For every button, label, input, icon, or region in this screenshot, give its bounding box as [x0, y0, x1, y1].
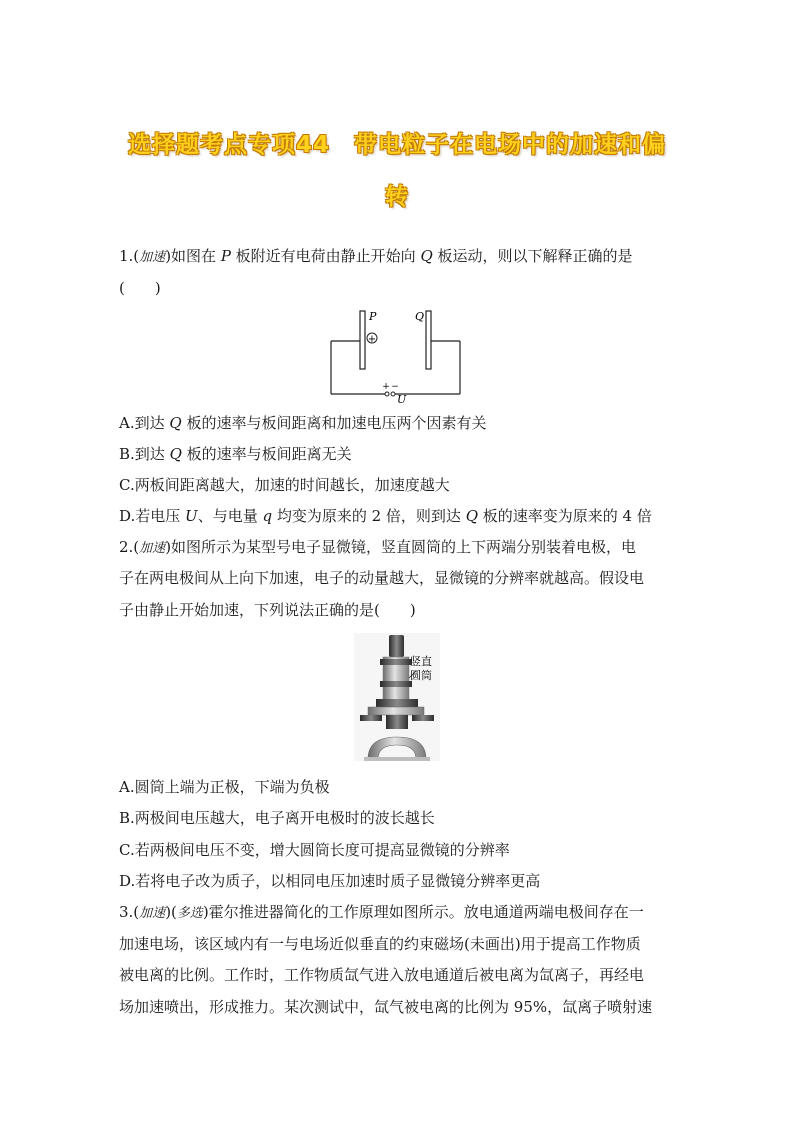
label-p: P — [369, 310, 377, 323]
title-line-1: 选择题考点专项44 带电粒子在电场中的加速和偏 — [127, 132, 666, 158]
q3-stem-line-3: 被电离的比例。工作时，工作物质氙气进入放电通道后被电离为氙离子，再经电 — [119, 966, 645, 984]
q3-tag-2: 多选 — [176, 906, 203, 921]
charge-sign: + — [367, 334, 377, 345]
eyepiece — [389, 635, 404, 657]
q2-option-a: A.圆筒上端为正极，下端为负极 — [119, 778, 330, 796]
terminal-left — [385, 392, 389, 396]
q2-option-c: C.若两极间电压不变，增大圆筒长度可提高显微镜的分辨率 — [119, 841, 510, 859]
terminal-plus: + — [382, 382, 390, 392]
q2-stem-line-3: 子由静止开始加速，下列说法正确的是( ) — [119, 601, 416, 619]
label-vertical-tube-line-2: 圆筒 — [410, 669, 432, 682]
q2-microscope-figure — [354, 633, 440, 761]
plate-p — [360, 311, 365, 369]
q1-tag: 加速 — [139, 250, 166, 265]
q1-option-c: C.两板间距离越大，加速的时间越长，加速度越大 — [119, 476, 450, 494]
q3-stem-line-1: 3.(加速)(多选)霍尔推进器简化的工作原理如图所示。放电通道两端电极间存在一 — [119, 903, 644, 921]
q1-answer-blank: ( ) — [119, 279, 161, 297]
q3-stem-line-4: 场加速喷出，形成推力。某次测试中，氙气被电离的比例为 95%，氙离子喷射速 — [119, 998, 653, 1016]
q2-stem-line-1: 2.(加速)如图所示为某型号电子显微镜，竖直圆筒的上下两端分别装着电极，电 — [119, 538, 637, 556]
plate-q — [426, 311, 431, 369]
q3-stem-line-2: 加速电场，该区域内有一与电场近似垂直的约束磁场(未画出)用于提高工作物质 — [119, 935, 641, 953]
q1-stem: 1.(加速)如图在 P 板附近有电荷由静止开始向 Q 板运动，则以下解释正确的是 — [119, 247, 633, 265]
title-line-2: 转 — [385, 184, 409, 210]
q2-option-d: D.若将电子改为质子，以相同电压加速时质子显微镜分辨率更高 — [119, 872, 541, 890]
terminal-minus: − — [391, 382, 399, 392]
q1-circuit-figure — [320, 303, 470, 403]
q1-option-d: D.若电压 U、与电量 q 均变为原来的 2 倍，则到达 Q 板的速率变为原来的 4 倍 — [119, 507, 652, 525]
label-vertical-tube-line-1: 竖直 — [410, 655, 432, 668]
q2-stem-line-2: 子在两电极间从上向下加速，电子的动量越大，显微镜的分辨率就越高。假设电 — [119, 569, 645, 587]
q3-tag-1: 加速 — [139, 906, 166, 921]
q2-option-b: B.两极间电压越大，电子离开电极时的波长越长 — [119, 809, 435, 827]
q1-option-b: B.到达 Q 板的速率与板间距离无关 — [119, 445, 352, 463]
q1-option-a: A.到达 Q 板的速率与板间距离和加速电压两个因素有关 — [119, 414, 487, 432]
q2-tag: 加速 — [139, 541, 166, 556]
label-q: Q — [415, 310, 425, 323]
terminal-right — [391, 392, 395, 396]
label-u: U — [397, 393, 407, 403]
